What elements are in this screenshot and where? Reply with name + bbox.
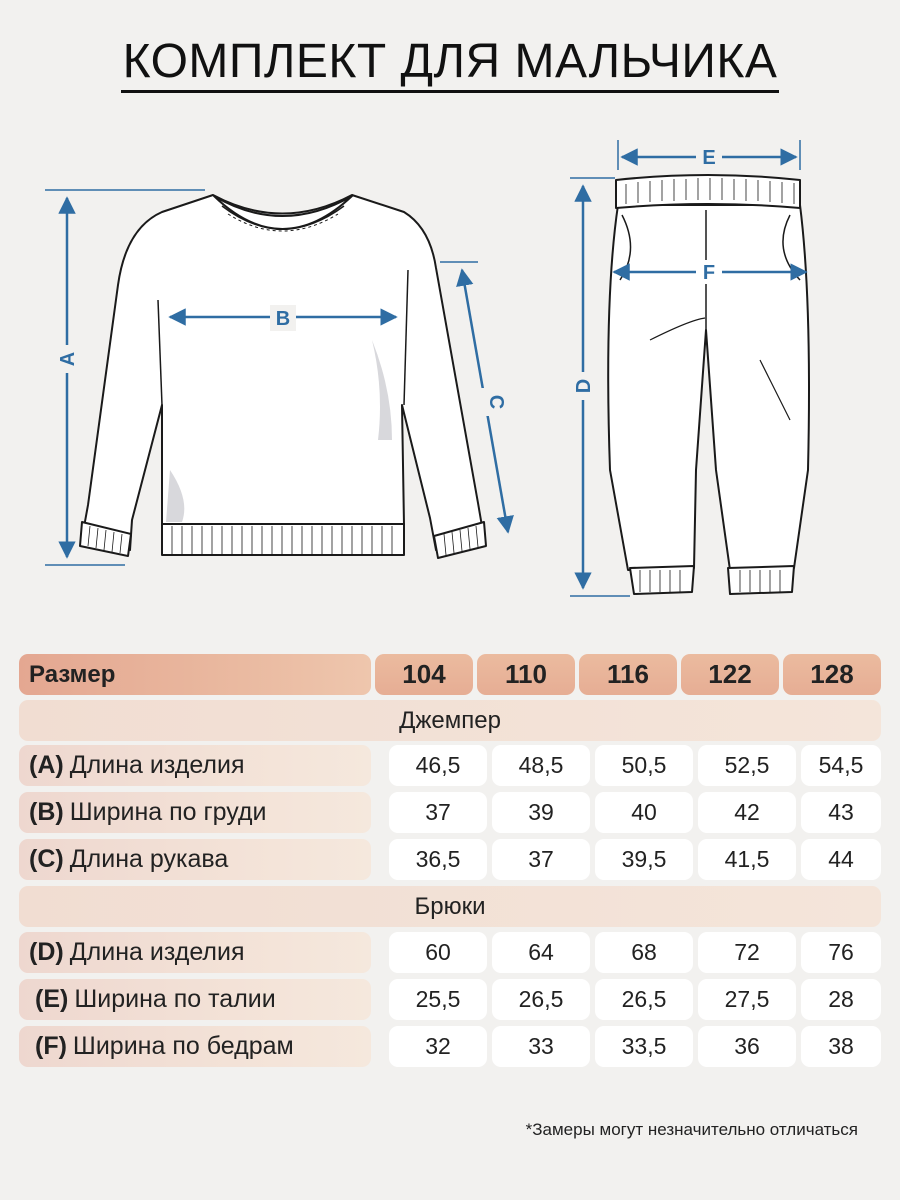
footnote: *Замеры могут незначительно отличаться [525,1120,858,1139]
table-row [19,979,881,1020]
value-cell: 25,5 [389,979,487,1020]
row-code: (A) [29,751,64,779]
row-name: Длина изделия [69,938,245,966]
value-cell: 54,5 [801,745,881,786]
value-cell: 76 [801,932,881,973]
section-pants-title: Брюки [19,886,881,927]
size-116: 116 [579,654,677,695]
row-label [19,932,371,973]
label-d: D [573,378,595,394]
row-label [19,792,371,833]
value-cell: 39,5 [595,839,693,880]
value-cell: 52,5 [698,745,796,786]
value-cell: 36,5 [389,839,487,880]
value-cell: 68 [595,932,693,973]
value-cell: 72 [698,932,796,973]
value-cell: 27,5 [698,979,796,1020]
row-label [19,839,371,880]
row-name: Ширина по бедрам [72,1032,294,1060]
row-name: Ширина по талии [74,985,276,1013]
sweatshirt-drawing [80,195,486,558]
table-header-row [19,654,881,695]
row-code: (D) [29,938,64,966]
label-f: F [702,262,716,284]
value-cell: 50,5 [595,745,693,786]
page-title: КОМПЛЕКТ ДЛЯ МАЛЬЧИКА [0,34,900,89]
value-cell: 46,5 [389,745,487,786]
value-cell: 33,5 [595,1026,693,1067]
value-cell: 36 [698,1026,796,1067]
value-cell: 41,5 [698,839,796,880]
value-cell: 37 [389,792,487,833]
value-cell: 32 [389,1026,487,1067]
value-cell: 39 [492,792,590,833]
row-code: (E) [35,985,69,1013]
size-110: 110 [477,654,575,695]
size-header-label: Размер [19,654,371,695]
value-cell: 37 [492,839,590,880]
table-row [19,745,881,786]
size-128: 128 [783,654,881,695]
value-cell: 40 [595,792,693,833]
value-cell: 28 [801,979,881,1020]
value-cell: 44 [801,839,881,880]
table-row [19,839,881,880]
row-label [19,1026,371,1067]
row-name: Длина изделия [69,751,245,779]
value-cell: 48,5 [492,745,590,786]
pants-drawing [608,175,809,594]
row-name: Ширина по груди [69,798,267,826]
label-a: A [57,351,79,367]
table-row [19,1026,881,1067]
row-code: (C) [29,845,64,873]
row-label [19,745,371,786]
label-b: B [275,308,291,330]
value-cell: 38 [801,1026,881,1067]
row-name: Длина рукава [69,845,229,873]
row-label [19,979,371,1020]
value-cell: 60 [389,932,487,973]
value-cell: 33 [492,1026,590,1067]
size-104: 104 [375,654,473,695]
value-cell: 26,5 [492,979,590,1020]
size-122: 122 [681,654,779,695]
label-e: E [702,147,716,169]
value-cell: 43 [801,792,881,833]
section-jumper-title: Джемпер [19,700,881,741]
table-row [19,792,881,833]
table-row [19,932,881,973]
row-code: (B) [29,798,64,826]
label-c: C [485,394,507,410]
value-cell: 42 [698,792,796,833]
value-cell: 26,5 [595,979,693,1020]
row-code: (F) [35,1032,67,1060]
value-cell: 64 [492,932,590,973]
